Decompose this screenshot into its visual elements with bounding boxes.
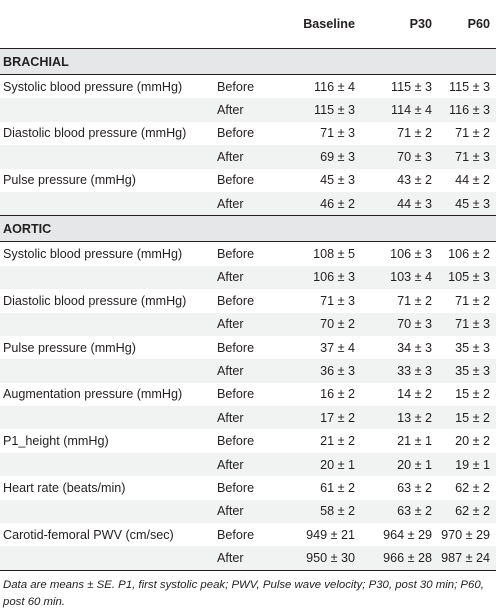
baseline-value: 45 ± 3 <box>320 173 355 188</box>
time-point-label: Before <box>217 79 255 94</box>
table-row <box>0 359 496 382</box>
baseline-value: 70 ± 2 <box>281 313 361 336</box>
time-point-label: After <box>213 98 281 121</box>
p60-value: 62 ± 2 <box>434 500 496 523</box>
p60-value: 71 ± 3 <box>434 145 496 168</box>
p30-value: 115 ± 3 <box>391 79 432 94</box>
p30-value: 114 ± 4 <box>361 98 434 121</box>
p60-value: 115 ± 3 <box>449 79 490 94</box>
section-title: AORTIC <box>0 216 496 242</box>
baseline-value: 46 ± 2 <box>281 192 361 216</box>
time-point-label: Before <box>217 340 255 355</box>
p60-value: 970 ± 29 <box>441 527 490 542</box>
baseline-value: 37 ± 4 <box>320 340 355 355</box>
p60-value: 71 ± 2 <box>455 126 490 141</box>
baseline-value: 116 ± 4 <box>314 79 355 94</box>
time-point-label: After <box>213 500 281 523</box>
p60-value: 106 ± 2 <box>448 247 490 262</box>
table-row <box>0 192 496 216</box>
baseline-value: 17 ± 2 <box>281 406 361 429</box>
baseline-value: 21 ± 2 <box>320 434 355 449</box>
p60-value: 45 ± 3 <box>434 192 496 216</box>
p60-value: 35 ± 3 <box>434 359 496 382</box>
header-p60: P60 <box>434 0 496 49</box>
measure-label: Systolic blood pressure (mmHg) <box>3 247 183 262</box>
baseline-value: 115 ± 3 <box>281 98 361 121</box>
p30-value: 20 ± 1 <box>361 453 434 476</box>
table-row <box>0 98 496 121</box>
table-row <box>0 336 496 359</box>
p30-value: 33 ± 3 <box>361 359 434 382</box>
p30-value: 21 ± 1 <box>397 434 432 449</box>
time-point-label: After <box>213 546 281 570</box>
baseline-value: 58 ± 2 <box>281 500 361 523</box>
time-point-label: After <box>213 359 281 382</box>
time-point-label: After <box>213 313 281 336</box>
measure-label: Pulse pressure (mmHg) <box>3 173 136 188</box>
p60-value: 35 ± 3 <box>455 340 490 355</box>
measure-label: Augmentation pressure (mmHg) <box>3 387 183 402</box>
baseline-value: 61 ± 2 <box>320 480 355 495</box>
p30-value: 44 ± 3 <box>361 192 434 216</box>
table-row <box>0 476 496 499</box>
time-point-label: Before <box>217 480 255 495</box>
measure-label <box>0 453 213 476</box>
p60-value: 987 ± 24 <box>434 546 496 570</box>
baseline-value: 106 ± 3 <box>281 266 361 289</box>
section-header-row <box>0 216 496 242</box>
baseline-value: 69 ± 3 <box>281 145 361 168</box>
p60-value: 62 ± 2 <box>455 480 490 495</box>
p60-value: 116 ± 3 <box>434 98 496 121</box>
p30-value: 63 ± 2 <box>361 500 434 523</box>
p30-value: 71 ± 2 <box>397 293 432 308</box>
header-label-column <box>0 0 213 49</box>
baseline-value: 16 ± 2 <box>320 387 355 402</box>
time-point-label: After <box>213 406 281 429</box>
time-point-label: After <box>213 145 281 168</box>
p30-value: 34 ± 3 <box>397 340 432 355</box>
measure-label: Heart rate (beats/min) <box>3 480 126 495</box>
header-time-column <box>213 0 281 49</box>
table-row <box>0 145 496 168</box>
p60-value: 15 ± 2 <box>455 387 490 402</box>
time-point-label: After <box>213 192 281 216</box>
p60-value: 15 ± 2 <box>434 406 496 429</box>
time-point-label: Before <box>217 434 255 449</box>
baseline-value: 71 ± 3 <box>320 126 355 141</box>
table-row <box>0 313 496 336</box>
measure-label <box>0 145 213 168</box>
section-title: BRACHIAL <box>0 49 496 75</box>
table-row <box>0 546 496 570</box>
time-point-label: Before <box>217 527 255 542</box>
baseline-value: 950 ± 30 <box>281 546 361 570</box>
p30-value: 43 ± 2 <box>397 173 432 188</box>
p30-value: 70 ± 3 <box>361 145 434 168</box>
measure-label <box>0 406 213 429</box>
time-point-label: Before <box>217 173 255 188</box>
p30-value: 63 ± 2 <box>397 480 432 495</box>
table-header-row <box>0 0 496 49</box>
table-body <box>0 49 496 571</box>
table-row <box>0 266 496 289</box>
p60-value: 71 ± 2 <box>455 293 490 308</box>
p60-value: 71 ± 3 <box>434 313 496 336</box>
time-point-label: Before <box>217 293 255 308</box>
measure-label <box>0 98 213 121</box>
table-row <box>0 242 496 266</box>
measure-label <box>0 266 213 289</box>
table-row <box>0 500 496 523</box>
table-row <box>0 383 496 406</box>
time-point-label: After <box>213 266 281 289</box>
table-row <box>0 122 496 145</box>
p30-value: 964 ± 29 <box>383 527 432 542</box>
p30-value: 966 ± 28 <box>361 546 434 570</box>
measure-label: Diastolic blood pressure (mmHg) <box>3 293 187 308</box>
table-row <box>0 75 496 99</box>
baseline-value: 71 ± 3 <box>320 293 355 308</box>
baseline-value: 949 ± 21 <box>306 527 355 542</box>
section-header-row <box>0 49 496 75</box>
measure-label <box>0 359 213 382</box>
measure-label: Pulse pressure (mmHg) <box>3 340 136 355</box>
p30-value: 106 ± 3 <box>390 247 432 262</box>
time-point-label: Before <box>217 126 255 141</box>
p30-value: 13 ± 2 <box>361 406 434 429</box>
header-p30: P30 <box>361 0 434 49</box>
time-point-label: Before <box>217 247 255 262</box>
measure-label: P1_height (mmHg) <box>3 434 109 449</box>
p60-value: 20 ± 2 <box>455 434 490 449</box>
measure-label <box>0 192 213 216</box>
time-point-label: Before <box>217 387 255 402</box>
p60-value: 19 ± 1 <box>434 453 496 476</box>
p30-value: 14 ± 2 <box>397 387 432 402</box>
measure-label: Carotid-femoral PWV (cm/sec) <box>3 527 174 542</box>
table-row <box>0 169 496 192</box>
measure-label: Diastolic blood pressure (mmHg) <box>3 126 187 141</box>
table-row <box>0 523 496 546</box>
measure-label <box>0 313 213 336</box>
table-row <box>0 406 496 429</box>
time-point-label: After <box>213 453 281 476</box>
p60-value: 105 ± 3 <box>434 266 496 289</box>
measure-label: Systolic blood pressure (mmHg) <box>3 79 183 94</box>
header-baseline: Baseline <box>281 0 361 49</box>
table-row <box>0 289 496 312</box>
measure-label <box>0 500 213 523</box>
baseline-value: 108 ± 5 <box>313 247 355 262</box>
table-footnote: Data are means ± SE. P1, first systolic peak; PWV, Pulse wave velocity; P30, post 30 min; P60, post 60 min. <box>3 579 484 608</box>
p30-value: 103 ± 4 <box>361 266 434 289</box>
table-row <box>0 429 496 452</box>
measure-label <box>0 546 213 570</box>
table-row <box>0 453 496 476</box>
baseline-value: 20 ± 1 <box>281 453 361 476</box>
p30-value: 70 ± 3 <box>361 313 434 336</box>
baseline-value: 36 ± 3 <box>281 359 361 382</box>
p30-value: 71 ± 2 <box>397 126 432 141</box>
p60-value: 44 ± 2 <box>455 173 490 188</box>
